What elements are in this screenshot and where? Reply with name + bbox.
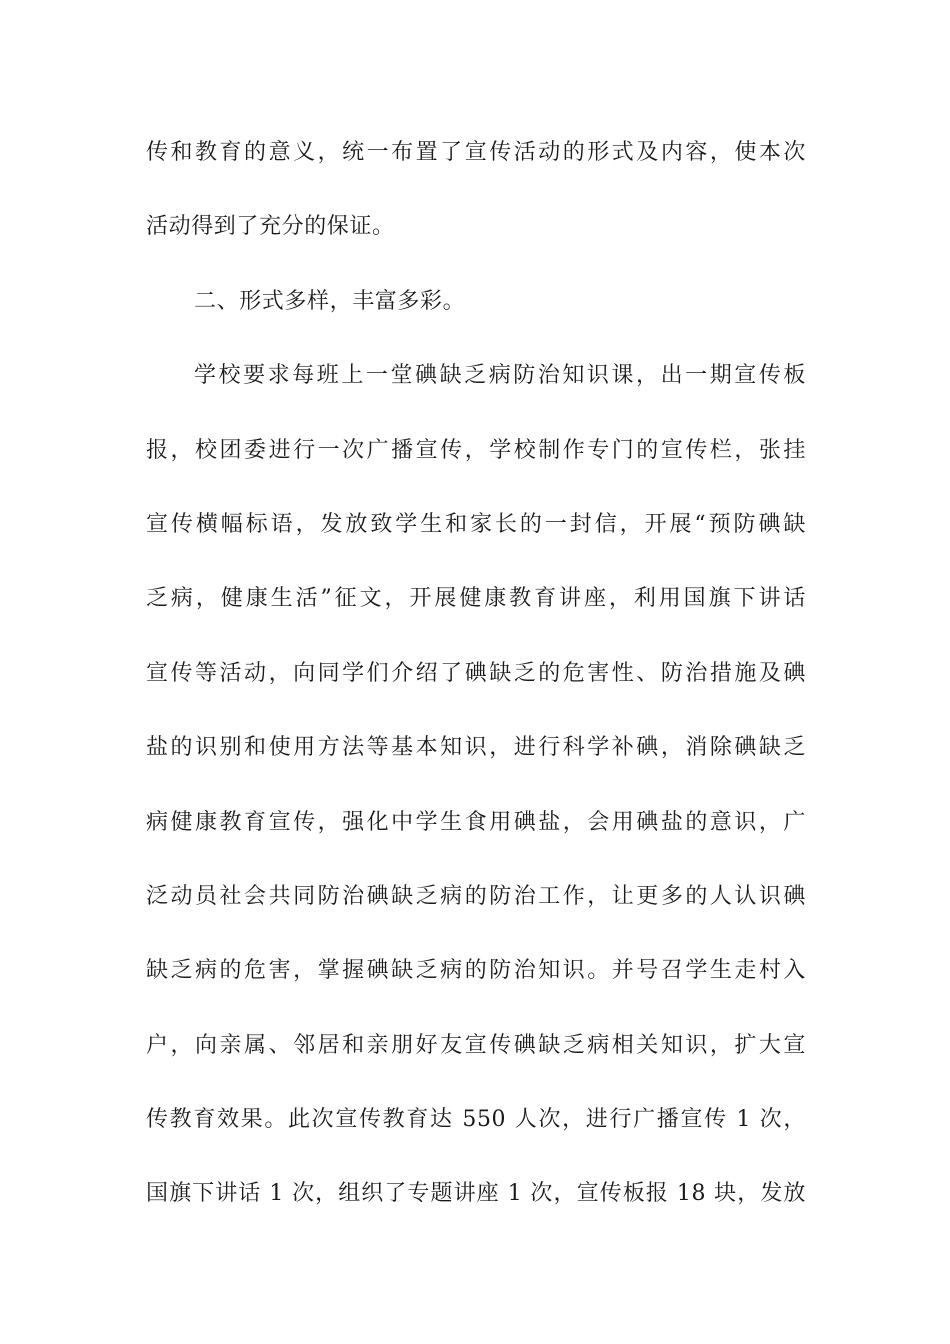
text-line: 缺乏病的危害，掌握碘缺乏病的防治知识。并号召学生走村入 (146, 958, 806, 984)
document-body (146, 131, 806, 1247)
text-line: 活动得到了充分的保证。 (146, 214, 395, 240)
text-line: 病健康教育宣传，强化中学生食用碘盐，会用碘盐的意识，广 (146, 809, 806, 835)
text-line: 乏病，健康生活”征文，开展健康教育讲座，利用国旗下讲话 (146, 586, 806, 612)
text-line: 报，校团委进行一次广播宣传，学校制作专门的宣传栏，张挂 (146, 437, 806, 463)
text-line: 户，向亲属、邻居和亲朋好友宣传碘缺乏病相关知识，扩大宣 (146, 1032, 806, 1058)
text-line: 宣传横幅标语，发放致学生和家长的一封信，开展“预防碘缺 (146, 511, 806, 537)
text-line: 国旗下讲话 1 次，组织了专题讲座 1 次，宣传板报 18 块，发放 (146, 1181, 806, 1207)
section-heading: 二、形式多样，丰富多彩。 (194, 288, 466, 314)
text-line: 学校要求每班上一堂碘缺乏病防治知识课，出一期宣传板 (194, 363, 806, 389)
text-line: 传和教育的意义，统一布置了宣传活动的形式及内容，使本次 (146, 140, 806, 165)
text-line: 盐的识别和使用方法等基本知识，进行科学补碘，消除碘缺乏 (146, 735, 806, 761)
text-line: 传教育效果。此次宣传教育达 550 人次，进行广播宣传 1 次， (146, 1107, 806, 1133)
text-line: 泛动员社会共同防治碘缺乏病的防治工作，让更多的人认识碘 (146, 883, 806, 909)
text-line: 宣传等活动，向同学们介绍了碘缺乏的危害性、防治措施及碘 (146, 660, 806, 686)
